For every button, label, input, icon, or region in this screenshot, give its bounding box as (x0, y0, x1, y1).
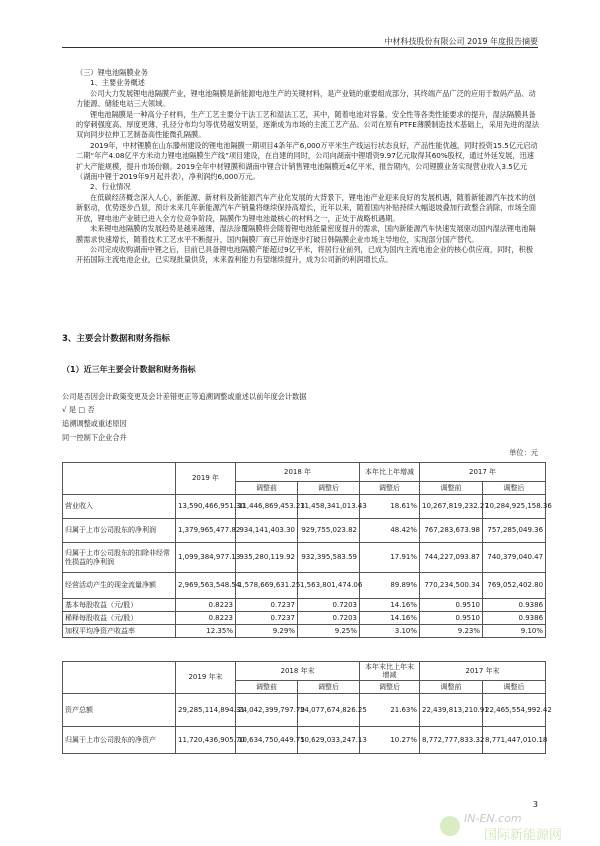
cell: 9.23% (420, 625, 483, 638)
section-heading: （三）锂电池隔膜业务 (76, 68, 148, 77)
globe-icon (440, 816, 460, 836)
cell: 29,285,114,894.31 (176, 694, 236, 727)
cell: 767,283,673.98 (420, 519, 483, 543)
cell: 934,141,403.30 (236, 519, 298, 543)
question-answer: √ 是 □ 否 (62, 405, 95, 414)
header-rule (62, 47, 538, 48)
cell: 1,578,669,631.25 (236, 573, 298, 599)
cell: 48.42% (360, 519, 420, 543)
cell: 10,284,925,158.36 (483, 495, 546, 519)
table-row (63, 543, 546, 573)
section-title: 3、主要会计数据和财务指标 (62, 334, 170, 344)
cell: 0.9386 (483, 612, 546, 625)
cell: 8,771,447,010.18 (483, 727, 546, 754)
header-after: 调整后 (483, 482, 546, 495)
paragraph: 锂电池隔膜是一种高分子材料，生产工艺主要分干法工艺和湿法工艺，其中，随着电池对容量、安全性等各类性能要求的提升，湿法隔膜具备的穿刺强度高、厚度更薄、孔径分布均匀等优势越发明显，逐渐成为市场的主流工艺产品。公司在原有PTFE薄膜制造技术基础上，采用先进的湿法双向同步拉伸工艺制备高性能微孔隔膜。 (76, 109, 540, 140)
cell: 89.89% (360, 573, 420, 599)
paragraph-label: 1、主要业务概述 (90, 78, 145, 88)
table-row (63, 625, 546, 638)
cell: 21.63% (360, 694, 420, 727)
cell: 11,446,869,453.23 (236, 495, 298, 519)
table-row (63, 727, 546, 754)
cell: 3.10% (360, 625, 420, 638)
cell: 18.61% (360, 495, 420, 519)
cell: 8,772,777,833.32 (420, 727, 483, 754)
header-2018-end: 2018 年末 (236, 662, 360, 681)
cell: 11,458,341,013.43 (298, 495, 360, 519)
cell: 9.25% (298, 625, 360, 638)
row-label: 稀释每股收益（元/股） (63, 612, 176, 625)
cell: 9.29% (236, 625, 298, 638)
table-row (63, 599, 546, 612)
paragraph: 2019年，中材锂膜在山东滕州建设的锂电池隔膜一期项目4条年产6,000万平米生产线运行状态良好，产品性能优越，同时投资15.5亿元启动二期“年产4.08亿平方米动力锂电池隔膜生产线”项目建设，在自建的同时，公司向湖南中锂增资9.97亿元取得其60%股权，通过外延发展，迅速扩大产能规模，提升市场份额。2019全年中材锂膜和湖南中锂合计销售锂电池隔膜近4亿平米，报告期内，公司锂膜业务实现营业收入3.5亿元（湖南中锂于2019年9月起并表），净利润约6,000万元。 (76, 140, 538, 182)
header-after: 调整后 (360, 681, 420, 694)
cell: 929,755,023.82 (298, 519, 360, 543)
watermark-logo (436, 812, 586, 843)
row-label: 归属于上市公司股东的净利润 (63, 519, 176, 543)
paragraph-label: 2、行业情况 (90, 182, 131, 192)
paragraph: 未来锂电池隔膜的发展趋势是越来越薄，湿法涂覆隔膜将会随着锂电池能量密度提升的需求，国内新能源汽车快速发展驱动国内湿法锂电池隔膜需求快速增长，随着技术工艺水平不断提升，国内隔膜厂商已开始逐步打破日韩隔膜企业市场主导地位，实现部分国产替代。 (76, 224, 536, 244)
header-2017: 2017 年 (420, 463, 546, 482)
page-number: 3 (532, 800, 538, 809)
cell: 770,234,500.34 (420, 573, 483, 599)
table-row (63, 573, 546, 599)
cell: 17.91% (360, 543, 420, 573)
cell: 0.8223 (176, 599, 236, 612)
cell: 24,042,399,797.79 (236, 694, 298, 727)
header-2018: 2018 年 (236, 463, 360, 482)
financial-table-income (62, 462, 552, 638)
header-blank (63, 662, 176, 694)
header-before: 调整前 (420, 681, 483, 694)
cell: 10,267,819,232.27 (420, 495, 483, 519)
separator-business-section (76, 68, 540, 266)
watermark-line2: 国际新能源网 (484, 828, 563, 843)
row-label: 归属于上市公司股东的净资产 (63, 727, 176, 754)
cell: 22,465,554,992.42 (483, 694, 546, 727)
cell: 769,052,402.80 (483, 573, 546, 599)
cell: 1,379,965,477.82 (176, 519, 236, 543)
table-row (63, 612, 546, 625)
cell: 13,590,466,951.30 (176, 495, 236, 519)
header-change: 本年比上年增减 (360, 463, 420, 482)
cell: 11,720,436,905.70 (176, 727, 236, 754)
cell: 10,634,750,449.75 (236, 727, 298, 754)
report-header: 中材科技股份有限公司 2019 年度报告摘要 (384, 37, 538, 46)
cell: 932,395,583.59 (298, 543, 360, 573)
subsection-title: （1）近三年主要会计数据和财务指标 (62, 365, 196, 374)
cell: 0.8223 (176, 612, 236, 625)
cell: 1,099,384,977.13 (176, 543, 236, 573)
header-before: 调整前 (420, 482, 483, 495)
row-label: 归属于上市公司股东的扣除非经常性损益的净利润 (63, 543, 176, 573)
watermark-line1: IN-EN.com (464, 812, 522, 825)
table-row (63, 694, 546, 727)
question-line: 公司是否因会计政策变更及会计差错更正等追溯调整或重述以前年度会计数据 (62, 392, 307, 401)
header-2017-end: 2017 年末 (420, 662, 546, 681)
cell: 740,379,040.47 (483, 543, 546, 573)
header-after: 调整后 (483, 681, 546, 694)
cell: 0.7203 (298, 612, 360, 625)
cell: 14.16% (360, 599, 420, 612)
paragraph: 公司完成收购湖南中锂之后，目前已具备锂电池隔膜产能超过9亿平米，将居行业前列，已成为国内主流电池企业的核心供应商，同时，积极开拓国际主流电池企业，已实现批量供货，未来盈利能力有望继续提升，成为公司新的利润增长点。 (76, 244, 534, 265)
cell: 10,629,033,247.13 (298, 727, 360, 754)
header-2019: 2019 年 (176, 463, 236, 495)
unit-label: 单位：元 (509, 448, 538, 457)
cell: 0.7237 (236, 599, 298, 612)
row-label: 经营活动产生的现金流量净额 (63, 573, 176, 599)
row-label: 资产总额 (63, 694, 176, 727)
cell: 9.10% (483, 625, 546, 638)
cell: 0.7203 (298, 599, 360, 612)
table-row (63, 495, 546, 519)
paragraph: 公司大力发展锂电池隔膜产业，锂电池隔膜是新能源电池生产的关键材料，是产业链的重要组成部分，其终端产品广泛的应用于数码产品、动力能源、储能电站三大领域。 (76, 88, 536, 109)
reason-value: 同一控制下企业合并 (62, 433, 127, 442)
cell: 0.7237 (236, 612, 298, 625)
header-after: 调整后 (360, 482, 420, 495)
header-2019-end: 2019 年末 (176, 662, 236, 694)
paragraph: 在低碳经济概念深入人心，新能源、新材料及新能源汽车产业化发展的大背景下，锂电池产业迎来良好的发展机遇，随着新能源汽车技术的创新驱动，优势逐步凸显，预计未来几年新能源汽车产销量将继续保持高增长，近年以来，随着国内补贴持续大幅退坡叠加行政整合消除，市场全面开放，锂电池产业链已进入全方位竞争阶段，隔膜作为锂电池最核心的材料之一，正处于战略机遇期。 (76, 192, 537, 223)
row-label: 基本每股收益（元/股） (63, 599, 176, 612)
cell: 935,280,119.92 (236, 543, 298, 573)
table-row (63, 519, 546, 543)
header-before: 调整前 (236, 681, 298, 694)
cell: 10.27% (360, 727, 420, 754)
header-after: 调整后 (298, 482, 360, 495)
cell: 0.9510 (420, 599, 483, 612)
cell: 2,969,563,548.54 (176, 573, 236, 599)
reason-label: 追溯调整或重述原因 (62, 419, 127, 428)
cell: 744,227,093.87 (420, 543, 483, 573)
header-blank (63, 463, 176, 495)
header-change: 本年末比上年末增减 (360, 662, 420, 681)
cell: 0.9510 (420, 612, 483, 625)
cell: 14.16% (360, 612, 420, 625)
cell: 1,563,801,474.06 (298, 573, 360, 599)
cell: 22,439,813,210.91 (420, 694, 483, 727)
cell: 24,077,674,826.25 (298, 694, 360, 727)
header-after: 调整后 (298, 681, 360, 694)
header-before: 调整前 (236, 482, 298, 495)
financial-table-assets (62, 661, 552, 754)
row-label: 加权平均净资产收益率 (63, 625, 176, 638)
row-label: 营业收入 (63, 495, 176, 519)
cell: 0.9386 (483, 599, 546, 612)
cell: 757,285,049.36 (483, 519, 546, 543)
cell: 12.35% (176, 625, 236, 638)
